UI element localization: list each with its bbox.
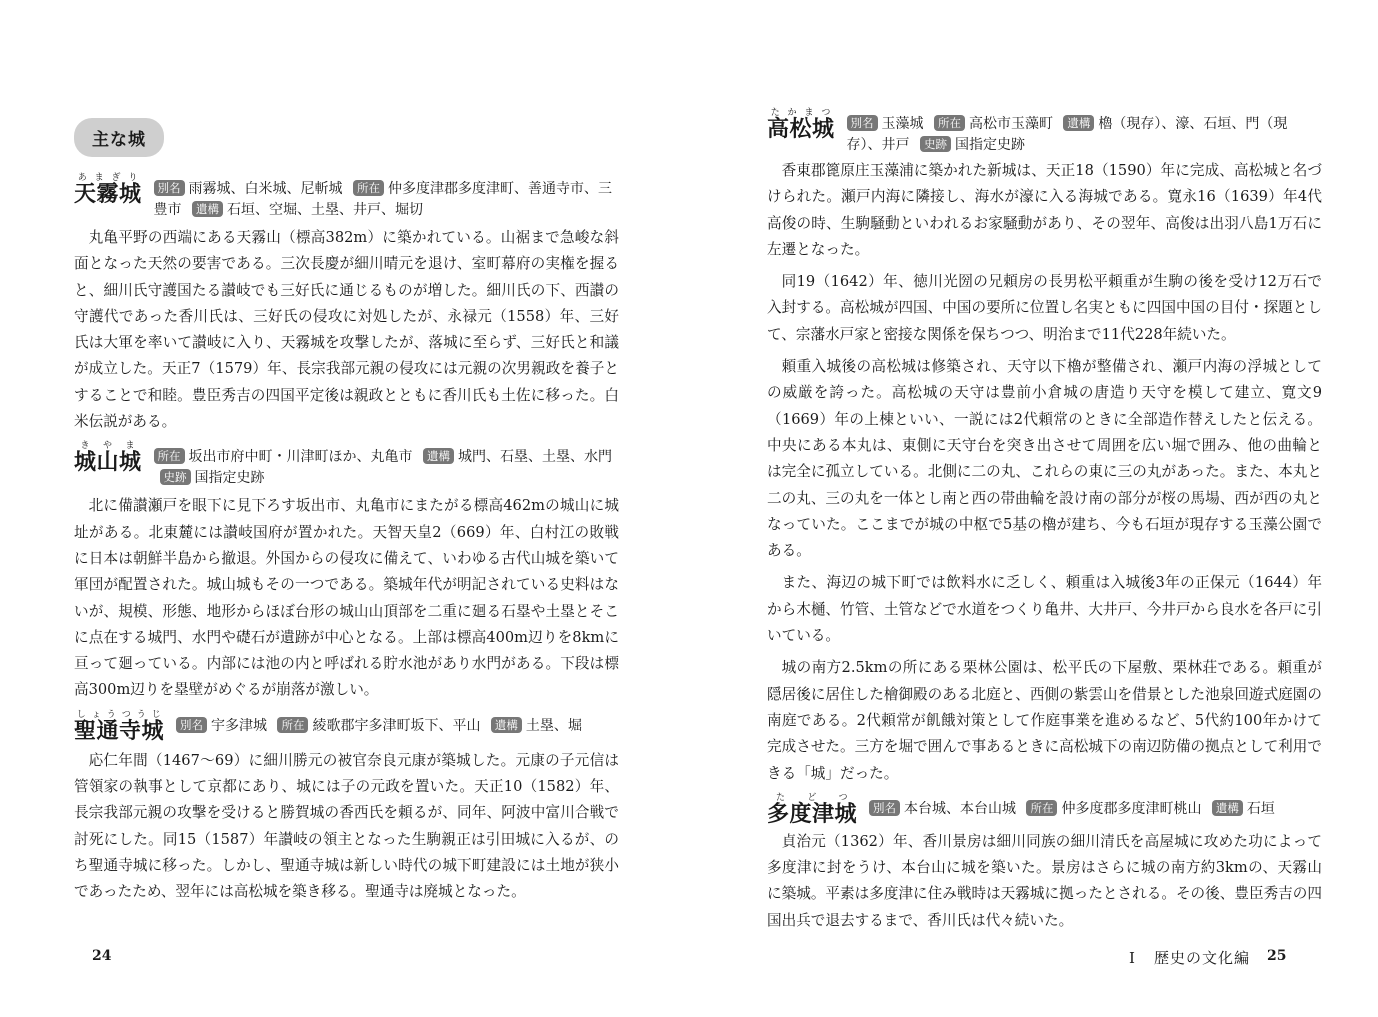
paragraph: 頼重入城後の高松城は修築され、天守以下櫓が整備され、瀬戸内海の浮城としての威厳を誇った。高松城の天守は豊前小倉城の唐造り天守を模して建立、寛文9（1669）年の上棟といい、一説には2代頼常のときに全部造作替えしたと伝える。中央にある本丸は、東側に天守台を突き出させて周囲を広い堀で囲み、他の曲輪とは完全に孤立している。北側に二の丸、これらの東に三の丸があった。また、本丸と二の丸、三の丸を一体とし南と西の帯曲輪を設け南の部分が桜の馬場、西が西の丸となっていた。ここまでが城の中枢で5基の櫓が建ち、今も石垣が現存する玉藻公園である。 bbox=[767, 358, 1322, 560]
running-head-title: 歴史の文化編 bbox=[1153, 949, 1250, 967]
meta-tag: 所在 bbox=[154, 448, 185, 464]
meta-tag: 別名 bbox=[869, 800, 900, 816]
castle-title bbox=[74, 710, 164, 744]
castle-meta bbox=[847, 108, 1322, 156]
left-column bbox=[74, 108, 619, 912]
castle-title bbox=[74, 173, 142, 207]
meta-tag: 遺構 bbox=[1063, 115, 1094, 131]
page-number-left: 24 bbox=[92, 948, 112, 964]
castle-name: 城山城 bbox=[74, 450, 142, 476]
meta-value: 坂出市府中町・川津町ほか、丸亀市 bbox=[188, 449, 413, 466]
right-column bbox=[767, 104, 1322, 940]
meta-value: 櫓（現存）、濠、石垣、門（現存）、井戸 bbox=[846, 116, 1288, 153]
page-number-right: 25 bbox=[1267, 948, 1287, 964]
meta-value: 城門、石塁、土塁、水門 bbox=[457, 449, 612, 466]
meta-tag: 史跡 bbox=[920, 136, 951, 152]
meta-tag: 遺構 bbox=[423, 448, 454, 464]
meta-value: 土塁、堀 bbox=[525, 717, 582, 734]
meta-tag: 別名 bbox=[154, 180, 185, 196]
paragraph: 城の南方2.5kmの所にある栗林公園は、松平氏の下屋敷、栗林荘である。頼重が隠居後に居住した檜御殿のある北庭と、西側の紫雲山を借景とした池泉回遊式庭園の南庭である。2代頼常が飢餓対策として作庭事業を進めるなど、5代約100年かけて完成させた。三方を堀で囲んで事あるときに高松城下の南辺防備の拠点として利用できる「城」だった。 bbox=[767, 659, 1322, 782]
meta-value: 仲多度津郡多度津町、善通寺市、三豊市 bbox=[153, 181, 612, 218]
meta-value: 宇多津城 bbox=[211, 717, 268, 734]
running-head bbox=[1129, 947, 1250, 968]
meta-value: 高松市玉藻町 bbox=[968, 116, 1053, 132]
meta-tag: 別名 bbox=[847, 115, 878, 131]
meta-tag: 遺構 bbox=[1212, 800, 1243, 816]
paragraph: 北に備讃瀬戸を眼下に見下ろす坂出市、丸亀市にまたがる標高462mの城山に城址がある。北東麓には讃岐国府が置かれた。天智天皇2（669）年、白村江の敗戦に日本は朝鮮半島から撤退。外国からの侵攻に備えて、いわゆる古代山城を築いて軍団が配置された。城山城もその一つである。築城年代が明記されている史料はないが、規模、形態、地形からほぼ台形の城山山頂部を二重に廻る石塁や土塁とそこに点在する城門、水門や礎石が遺跡が中心となる。上部は標高400m辺りを8kmに亘って廻っている。内部には池の内と呼ばれる貯水池があり水門がある。下段は標高300m辺りを塁壁がめぐるが崩落が激しい。 bbox=[74, 497, 619, 699]
meta-tag: 別名 bbox=[176, 717, 207, 733]
right-page bbox=[689, 0, 1378, 1017]
castle-name: 多度津城 bbox=[767, 801, 858, 827]
paragraph: 丸亀平野の西端にある天霧山（標高382m）に築かれている。山裾まで急峻な斜面となった天然の要害である。三次長慶が細川晴元を退け、室町幕府の実権を握ると、細川氏守護国たる讃岐でも三好氏に通じるものが増した。細川氏の下、西讃の守護代であった香川氏は、三好氏の侵攻に対処したが、永禄元（1558）年、三好氏は大軍を率いて讃岐に入り、天霧城を攻撃したが、落城に至らず、三好氏と和議が成立した。天正7（1579）年、長宗我部元親の侵攻には元親の次男親政を養子とすることで和睦。豊臣秀吉の四国平定後は親政とともに香川氏も土佐に移った。白米伝説がある。 bbox=[74, 229, 619, 431]
meta-tag: 所在 bbox=[934, 115, 965, 131]
castle-name: 天霧城 bbox=[74, 182, 142, 207]
meta-value: 国指定史跡 bbox=[194, 470, 265, 487]
castle-title bbox=[74, 441, 142, 475]
paragraph: 応仁年間（1467〜69）に細川勝元の被官奈良元康が築城した。元康の子元信は管領家の執事として京都にあり、城には子の元政を置いた。天正10（1582）年、長宗我部元親の攻撃を受けると勝賀城の香西氏を頼るが、同年、阿波中富川合戦で討死にした。同15（1587）年讃岐の領主となった生駒親正は引田城に入るが、のち聖通寺城に移った。しかし、聖通寺城は新しい時代の城下町建設には土地が狭小であったため、翌年には高松城を築き移る。聖通寺は廃城となった。 bbox=[74, 751, 619, 901]
castle-ruby: しょうつうじ bbox=[74, 709, 165, 720]
castle-ruby: あまぎり bbox=[74, 173, 142, 183]
castle-name: 聖通寺城 bbox=[74, 718, 165, 744]
castle-entry-amagiri bbox=[74, 173, 619, 435]
meta-value: 国指定史跡 bbox=[954, 137, 1025, 153]
castle-meta bbox=[176, 710, 619, 737]
castle-ruby: たかまつ bbox=[767, 108, 835, 118]
meta-value: 綾歌郡宇多津町坂下、平山 bbox=[312, 717, 481, 734]
meta-tag: 遺構 bbox=[491, 717, 522, 733]
meta-value: 本台城、本台山城 bbox=[904, 800, 1017, 817]
castle-name: 高松城 bbox=[767, 117, 835, 142]
meta-tag: 史跡 bbox=[160, 469, 191, 485]
castle-ruby: たどつ bbox=[767, 792, 858, 803]
paragraph: 貞治元（1362）年、香川景房は細川同族の細川清氏を高屋城に攻めた功によって多度津に封をうけ、本台山に城を築いた。景房はさらに城の南方約3kmの、天霧山に築城。平素は多度津に住み戦時は天霧城に拠ったとされる。その後、豊臣秀吉の四国出兵で退去するまで、香川氏は代々続いた。 bbox=[767, 832, 1322, 929]
section-heading-main-castles: 主な城 bbox=[74, 118, 164, 157]
castle-title bbox=[767, 108, 835, 142]
castle-ruby: きやま bbox=[74, 441, 142, 452]
meta-value: 石垣、空堀、土塁、井戸、堀切 bbox=[226, 202, 423, 218]
castle-entry-shoutsuji bbox=[74, 710, 619, 906]
running-head-part-number: I bbox=[1129, 949, 1136, 967]
meta-value: 石垣 bbox=[1246, 800, 1275, 817]
meta-value: 雨霧城、白米城、尼斬城 bbox=[188, 181, 343, 197]
paragraph: 香東郡篦原庄玉藻浦に築かれた新城は、天正18（1590）年に完成、高松城と名づけられた。瀬戸内海に隣接し、海水が濠に入る海城である。寛永16（1639）年4代高俊の時、生駒騒動といわれるお家騒動があり、その翌年、高俊は出羽八島1万石に左遷となった。 bbox=[767, 162, 1322, 258]
castle-entry-tadotsu bbox=[767, 793, 1322, 934]
castle-meta bbox=[154, 441, 619, 489]
meta-tag: 所在 bbox=[353, 180, 384, 196]
castle-entry-takamatsu bbox=[767, 108, 1322, 787]
castle-title bbox=[767, 793, 857, 827]
meta-value: 玉藻城 bbox=[881, 116, 924, 132]
castle-meta bbox=[869, 793, 1322, 820]
meta-tag: 所在 bbox=[1026, 800, 1057, 816]
meta-tag: 所在 bbox=[277, 717, 308, 733]
paragraph: 同19（1642）年、徳川光圀の兄頼房の長男松平頼重が生駒の後を受け12万石で入封する。高松城が四国、中国の要所に位置し名実ともに四国中国の目付・探題として、宗藩水戸家と密接な関係を保ちつつ、明治まで11代228年続いた。 bbox=[767, 273, 1322, 343]
castle-entry-kiyama bbox=[74, 441, 619, 703]
meta-value: 仲多度郡多度津町桃山 bbox=[1061, 800, 1202, 817]
meta-tag: 遺構 bbox=[192, 201, 223, 217]
castle-meta bbox=[154, 173, 619, 221]
paragraph: また、海辺の城下町では飲料水に乏しく、頼重は入城後3年の正保元（1644）年から木樋、竹管、土管などで水道をつくり亀井、大井戸、今井戸から良水を各戸に引いている。 bbox=[767, 574, 1322, 645]
